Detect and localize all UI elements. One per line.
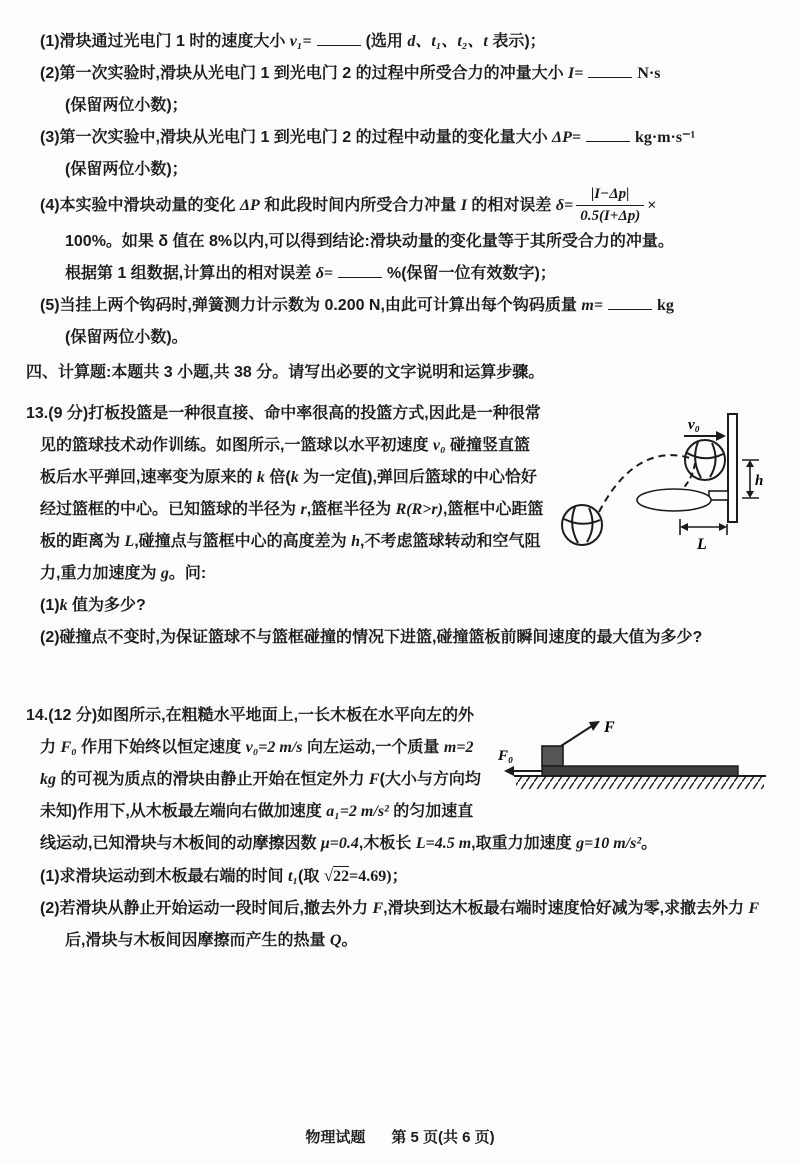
experiment-item-3-note: [40, 154, 772, 186]
math-run: F: [748, 899, 760, 917]
text-run: 值为多少?: [67, 596, 146, 614]
text-run: (1)滑块通过光电门 1 时的速度大小: [40, 33, 290, 50]
text-run: 表示)；: [487, 33, 546, 50]
text-run: 为一定值),弹回后篮球的中心恰好经过篮框的中心。已知篮球的半径为: [40, 468, 537, 518]
math-run: k: [256, 468, 265, 486]
math-run: ΔP: [240, 196, 260, 214]
basketball-at-board-icon: [685, 440, 725, 480]
experiment-item-4-line2: [40, 226, 772, 258]
math-run: I=: [568, 65, 584, 82]
math-run: m=: [581, 296, 603, 314]
math-run: L=4.5 m: [415, 834, 472, 852]
text-run: 的相对误差: [466, 196, 556, 214]
text-run: ,篮框中心距篮板的距离为: [40, 500, 544, 550]
math-run: t₁: [288, 867, 299, 885]
math-run: r: [300, 500, 307, 518]
section-4-heading: [26, 356, 772, 390]
text-run: (保留两位小数)；: [65, 97, 188, 114]
force-F0-arrowhead: [504, 766, 514, 776]
math-run: d、t₁、t₂、t: [407, 33, 488, 50]
text-run: (4)本实验中滑块动量的变化: [40, 196, 241, 214]
unit-run: N·s: [637, 65, 661, 82]
page-footer: [0, 1126, 800, 1147]
text-run: 作用下始终以恒定速度: [76, 738, 246, 756]
text-run: 四、计算题:本题共 3 小题,共 38 分。请写出必要的文字说明和运算步骤。: [26, 363, 545, 381]
answer-blank-mass: [608, 295, 652, 310]
rim: [637, 489, 711, 511]
math-run: k: [59, 596, 68, 614]
math-run: m=2 kg: [40, 738, 474, 788]
ground-hatching: [516, 777, 764, 789]
v0-arrowhead: [716, 431, 726, 441]
text-run: (2)第一次实验时,滑块从光电门 1 到光电门 2 的过程中所受合力的冲量大小: [40, 65, 569, 82]
text-run: 的匀加速直线运动,已知滑块与木板间的动摩擦因数: [40, 802, 474, 852]
fraction-numerator: |I−Δp|: [576, 186, 644, 206]
experiment-item-5: [40, 290, 772, 322]
math-run: R(R>r): [395, 500, 443, 518]
math-run: μ=0.4: [320, 834, 359, 852]
text-run: (1): [40, 596, 60, 614]
dimension-L: [680, 519, 727, 535]
question-13-sub-2: [40, 622, 772, 654]
question-13-sub-1: [40, 590, 772, 622]
plank: [542, 766, 738, 776]
math-run: v₀: [432, 436, 446, 454]
text-run: 倍(: [264, 468, 291, 486]
text-run: 的可视为质点的滑块由静止开始在恒定外力: [56, 770, 369, 788]
text-run: ,取重力加速度: [471, 834, 577, 852]
rim-bracket: [709, 491, 728, 500]
math-run: a₁=2 m/s²: [326, 802, 389, 820]
math-run: Q: [329, 931, 342, 949]
math-run: δ=: [555, 196, 574, 214]
L-label: L: [697, 535, 707, 552]
text-run: 向左运动,一个质量: [302, 738, 444, 756]
text-run: 14.(12 分)如图所示,在粗糙水平地面上,一长木板在水平向左的外力: [26, 706, 475, 756]
times-sign: ×: [647, 196, 657, 214]
answer-blank-delta: [338, 263, 382, 278]
experiment-item-2: [40, 58, 772, 90]
experiment-item-5-note: [40, 322, 772, 354]
question-14-sub-1: [40, 860, 772, 893]
math-run: F: [368, 770, 380, 788]
block-on-plank-diagram: [494, 710, 772, 794]
text-run: 。: [341, 931, 358, 949]
text-run: ,篮框半径为: [306, 500, 396, 518]
F0-label: F₀: [498, 747, 514, 764]
question-13: [26, 398, 772, 654]
answer-blank-impulse: [588, 63, 632, 78]
question-14-sub-2: [40, 893, 772, 957]
text-run: (2)碰撞点不变时,为保证篮球不与篮框碰撞的情况下进篮,碰撞篮板前瞬间速度的最大值为多少?: [40, 628, 703, 646]
text-run: 100%。如果 δ 值在 8%以内,可以得到结论:滑块动量的变化量等于其所受合力的冲量。: [65, 232, 674, 250]
experiment-item-4: [40, 186, 772, 226]
fraction-denominator: 0.5(I+Δp): [580, 208, 641, 225]
text-run: (保留两位小数)；: [65, 161, 188, 178]
text-run: ,滑块到达木板最右端时速度恰好减为零,求撤去外力: [383, 899, 749, 917]
unit-run: kg: [656, 296, 674, 314]
relative-error-fraction: [576, 186, 644, 226]
answer-blank-v1: [317, 31, 361, 46]
math-run: L: [124, 532, 135, 550]
text-run: ,木板长: [358, 834, 416, 852]
unit-run: kg·m·s⁻¹: [634, 129, 696, 146]
text-run: (选用: [365, 33, 408, 50]
math-run: g: [160, 564, 169, 582]
page-number: 第 5 页(共 6 页): [391, 1129, 495, 1146]
experiment-item-2-note: [40, 90, 772, 122]
slider-block: [542, 746, 563, 766]
basketball-incoming-icon: [562, 505, 602, 545]
text-run: (取: [298, 867, 324, 885]
text-run: (保留两位小数)。: [65, 328, 188, 346]
math-run: F₀: [60, 738, 77, 756]
math-run: h: [351, 532, 361, 550]
h-label: h: [755, 472, 764, 489]
text-run: (2)若滑块从静止开始运动一段时间后,撤去外力: [40, 899, 373, 917]
backboard: [728, 414, 737, 522]
math-run: v₀=2 m/s: [245, 738, 303, 756]
math-run: v₁=: [289, 33, 312, 50]
text-run: (5)当挂上两个钩码时,弹簧测力计示数为 0.200 N,由此可计算出每个钩码质量: [40, 296, 582, 314]
text-run: 后,滑块与木板间因摩擦而产生的热量: [65, 931, 330, 949]
experiment-item-3: [40, 122, 772, 154]
text-run: 碰撞竖直篮板后水平弹回,速率变为原来的: [40, 436, 531, 486]
text-run: (大小与方向均未知)作用下,从木板最左端向右做加速度: [40, 770, 481, 820]
math-run: =4.69)；: [349, 867, 408, 885]
experiment-item-4-line3: [40, 258, 772, 290]
question-14: [26, 700, 772, 957]
math-run: I: [460, 196, 467, 214]
text-run: ,碰撞点与篮框中心的高度差为: [134, 532, 352, 550]
text-run: 根据第 1 组数据,计算出的相对误差: [65, 264, 316, 282]
math-run: F: [372, 899, 384, 917]
radical-sign: √: [323, 865, 334, 885]
force-F-arrow: [561, 724, 595, 746]
text-run: %(保留一位有效数字)；: [387, 264, 556, 282]
math-run: g=10 m/s²: [576, 834, 642, 852]
text-run: 和此段时间内所受合力冲量: [259, 196, 461, 214]
text-run: 13.(9 分)打板投篮是一种很直接、命中率很高的投篮方式,因此是一种很常见的篮球技术动作训练。如图所示,一篮球以水平初速度: [26, 404, 541, 454]
experiment-item-1: [40, 26, 772, 58]
doc-title: 物理试题: [305, 1129, 366, 1146]
v0-label: v₀: [688, 416, 700, 433]
math-run: k: [290, 468, 299, 486]
text-run: 。问:: [168, 564, 207, 582]
text-run: 。: [641, 834, 658, 852]
basketball-backboard-diagram: [554, 400, 772, 552]
radicand: 22: [333, 867, 350, 885]
text-run: (3)第一次实验中,滑块从光电门 1 到光电门 2 的过程中动量的变化量大小: [40, 129, 553, 146]
text-run: (1)求滑块运动到木板最右端的时间: [40, 867, 289, 885]
math-run: ΔP=: [552, 129, 581, 146]
text-run: ,不考虑篮球转动和空气阻力,重力加速度为: [40, 532, 541, 582]
answer-blank-deltaP: [586, 127, 630, 142]
math-run: δ=: [315, 264, 333, 282]
F-label: F: [604, 718, 615, 736]
